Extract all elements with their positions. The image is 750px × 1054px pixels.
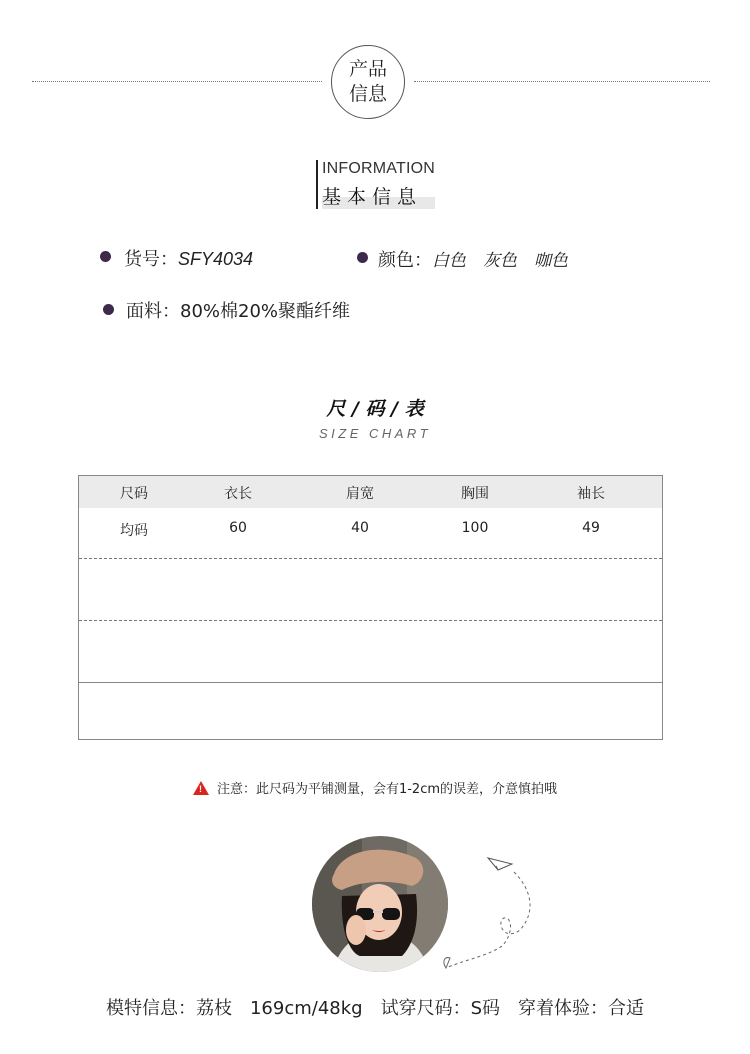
table-cell-shoulder: 40 [351,520,369,536]
section-heading-en: INFORMATION [322,160,436,177]
color-label: 颜色： [378,250,432,271]
fabric-bullet [103,304,114,315]
header-length: 衣长 [224,486,252,502]
header-size: 尺码 [120,486,148,502]
table-cell-size: 均码 [120,523,148,539]
size-chart-subtitle: SIZE CHART [318,426,432,441]
size-chart-title: 尺 / 码 / 表 [326,398,424,420]
warning-icon [193,781,209,795]
fabric-value: 80%棉20%聚酯纤维 [180,301,351,322]
header-sleeve: 袖长 [577,486,605,502]
fabric-label: 面料： [126,301,180,322]
model-info: 模特信息：荔枝 169cm/48kg 试穿尺码：S码 穿着体验：合适 [105,998,645,1019]
table-row-divider [79,620,662,621]
color-attribute [378,246,568,272]
section-heading [316,160,435,209]
sku-bullet [100,251,111,262]
color-bullet [357,252,368,263]
section-heading-cn: 基本信息 [322,182,435,209]
sku-value: SFY4034 [178,249,254,269]
product-info-badge [331,45,405,119]
paper-plane-icon [432,850,542,974]
color-values: 白色 灰色 咖色 [432,251,568,271]
table-row-divider [79,558,662,559]
header-divider-left [32,81,322,82]
header-divider-right [414,81,710,82]
fabric-attribute [126,297,350,323]
model-portrait-illustration [312,836,448,972]
table-cell-length: 60 [229,520,247,536]
badge-line-2: 信息 [348,83,387,105]
table-cell-bust: 100 [461,520,489,536]
table-cell-sleeve: 49 [582,520,600,536]
table-row-divider [79,682,662,683]
header-bust: 胸围 [461,486,489,502]
badge-line-1: 产品 [348,58,387,80]
sku-attribute [124,245,253,271]
measurement-note-text: 注意：此尺码为平铺测量，会有1-2cm的误差，介意慎拍哦 [216,782,558,797]
sku-label: 货号： [124,249,178,270]
header-shoulder: 肩宽 [346,486,374,502]
measurement-note [0,778,750,797]
model-photo [312,836,448,972]
size-table [78,475,663,740]
